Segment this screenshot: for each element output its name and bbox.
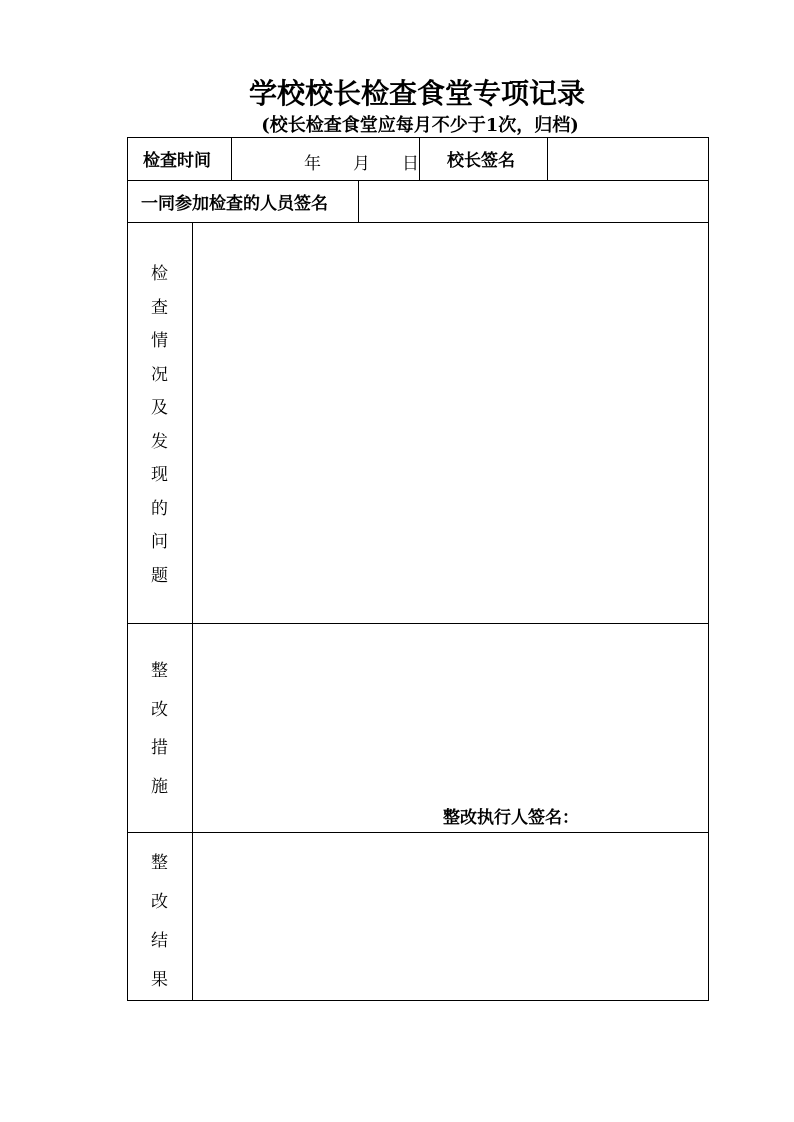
- document-title: 学校校长检查食堂专项记录: [248, 77, 585, 110]
- results-label-char: 结: [151, 931, 168, 951]
- measures-label: [127, 652, 192, 806]
- findings-label: [127, 258, 192, 593]
- measures-label-char: 措: [151, 738, 168, 758]
- results-label-char: 果: [151, 970, 168, 990]
- findings-label-char: 检: [151, 264, 168, 284]
- year-label: 年: [304, 154, 321, 174]
- measures-label-char: 整: [151, 661, 168, 681]
- results-label-char: 改: [151, 892, 168, 912]
- participants-label: 一同参加检查的人员签名: [141, 193, 328, 214]
- participants-signature-field[interactable]: [359, 181, 708, 222]
- month-label: 月: [353, 154, 370, 174]
- findings-label-char: 发: [151, 431, 168, 452]
- findings-content-area[interactable]: [193, 223, 708, 623]
- findings-label-char: 查: [151, 297, 168, 318]
- measures-label-char: 施: [151, 776, 168, 797]
- results-label: [127, 844, 192, 1000]
- principal-signature-label: 校长签名: [447, 151, 515, 171]
- results-label-char: 整: [151, 853, 168, 873]
- inspection-time-label: 检查时间: [143, 151, 211, 171]
- findings-label-char: 及: [151, 398, 168, 418]
- col-divider: [419, 137, 420, 180]
- findings-label-char: 问: [151, 532, 168, 552]
- findings-label-char: 情: [151, 331, 168, 351]
- findings-label-char: 现: [151, 465, 168, 485]
- executor-signature-label: 整改执行人签名：: [443, 808, 579, 828]
- findings-label-char: 况: [151, 364, 168, 385]
- measures-label-char: 改: [151, 699, 168, 720]
- document-subtitle: (校长检查食堂应每月不少于1次，归档): [261, 115, 579, 136]
- findings-label-char: 题: [151, 565, 168, 586]
- measures-content-area[interactable]: [193, 624, 708, 832]
- col-divider: [231, 137, 232, 180]
- results-content-area[interactable]: [193, 833, 708, 1000]
- day-label: 日: [402, 154, 419, 174]
- principal-signature-field[interactable]: [548, 138, 708, 180]
- findings-label-char: 的: [151, 498, 168, 519]
